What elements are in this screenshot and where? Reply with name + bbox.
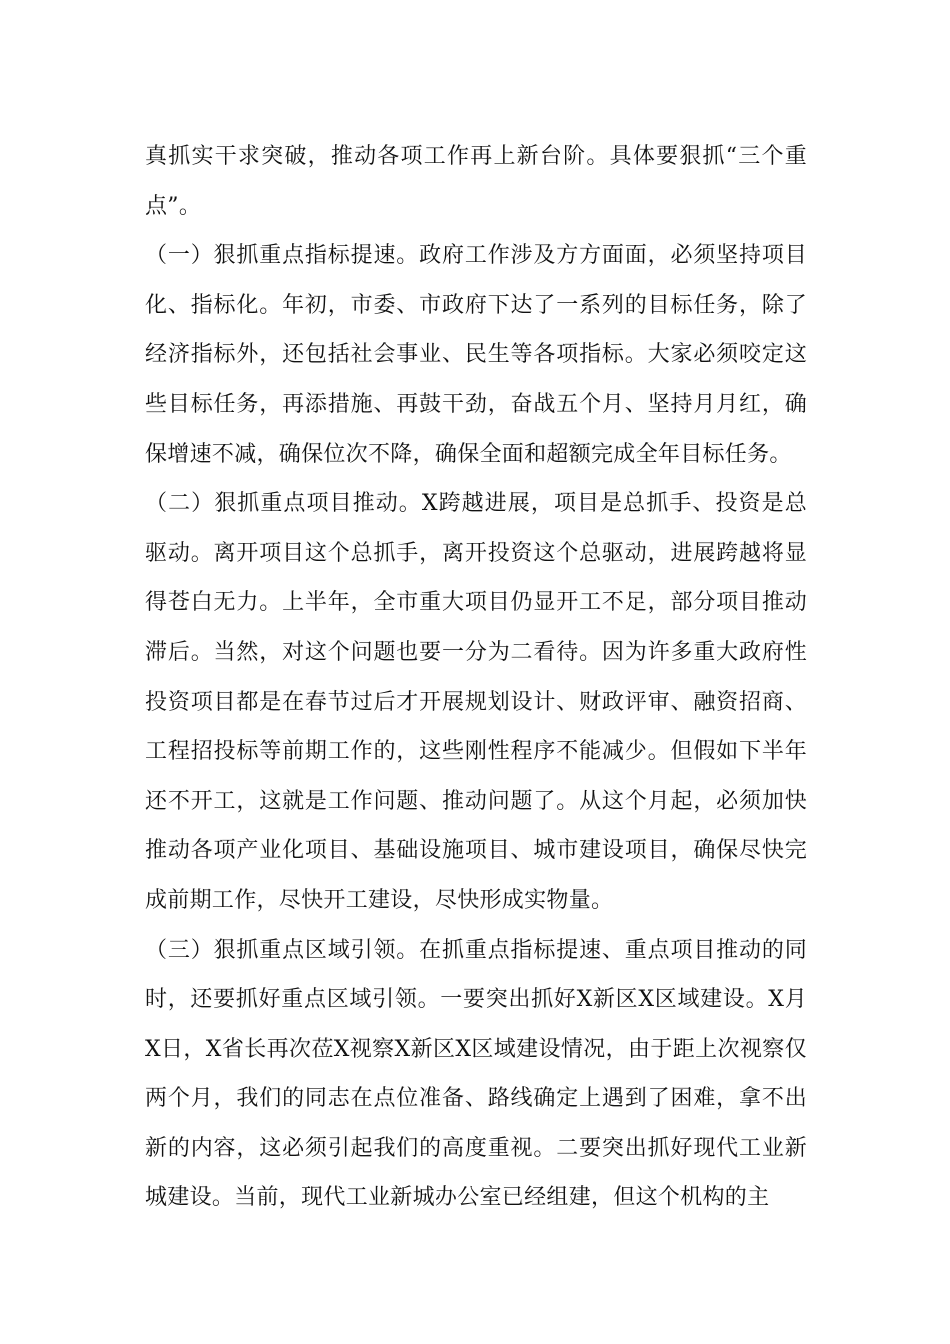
paragraph-key-projects: （二）狠抓重点项目推动。X跨越进展，项目是总抓手、投资是总驱动。离开项目这个总抓手，离开投资这个总驱动，进展跨越将显得苍白无力。上半年，全市重大项目仍显开工不足，部分项目推动滞后。当然，对这个问题也要一分为二看待。因为许多重大政府性投资项目都是在春节过后才开展规划设计、财政评审、融资招商、工程招投标等前期工作的，这些刚性程序不能减少。但假如下半年还不开工，这就是工作问题、推动问题了。从这个月起，必须加快推动各项产业化项目、基础设施项目、城市建设项目，确保尽快完成前期工作，尽快开工建设，尽快形成实物量。: [145, 491, 807, 913]
paragraph-key-indicators: （一）狠抓重点指标提速。政府工作涉及方方面面，必须坚持项目化、指标化。年初，市委、市政府下达了一系列的目标任务，除了经济指标外，还包括社会事业、民生等各项指标。大家必须咬定这些目标任务，再添措施、再鼓干劲，奋战五个月、坚持月月红，确保增速不减，确保位次不降，确保全面和超额完成全年目标任务。: [145, 243, 807, 467]
paragraph-continuation: 真抓实干求突破，推动各项工作再上新台阶。具体要狠抓“三个重点”。: [145, 144, 807, 219]
document-body: [145, 132, 807, 1223]
paragraph-key-regions: （三）狠抓重点区域引领。在抓重点指标提速、重点项目推动的同时，还要抓好重点区域引领。一要突出抓好X新区X区域建设。X月X日，X省长再次莅X视察X新区X区域建设情况，由于距上次视察仅两个月，我们的同志在点位准备、路线确定上遇到了困难，拿不出新的内容，这必须引起我们的高度重视。二要突出抓好现代工业新城建设。当前，现代工业新城办公室已经组建，但这个机构的主: [145, 937, 807, 1211]
